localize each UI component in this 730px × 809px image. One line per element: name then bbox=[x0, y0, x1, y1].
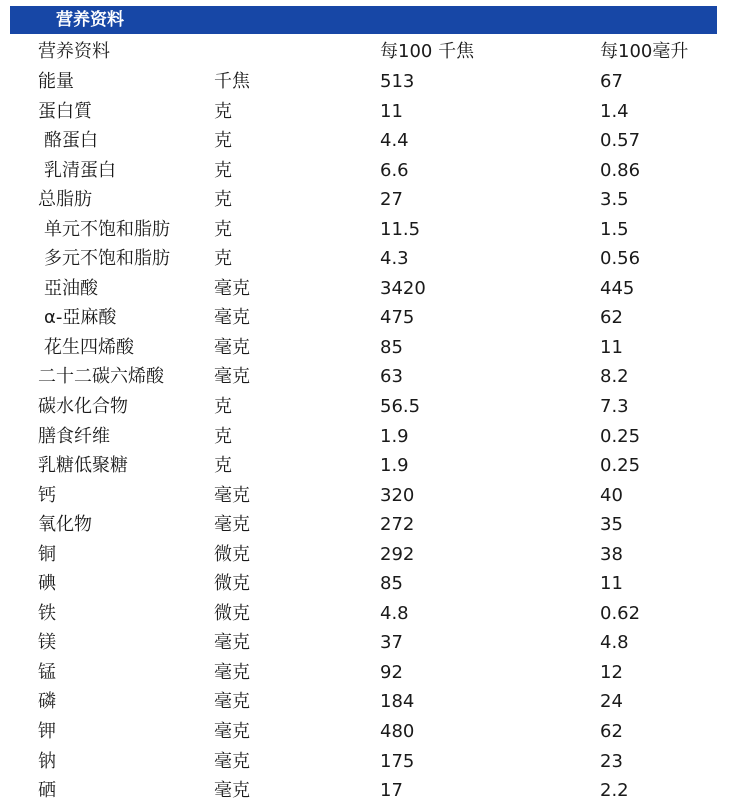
row-name: 乳糖低聚糖 bbox=[38, 455, 128, 477]
row-name: 硒 bbox=[38, 780, 56, 802]
row-per100kj: 272 bbox=[380, 514, 415, 536]
row-unit: 克 bbox=[214, 455, 232, 477]
row-name: 乳清蛋白 bbox=[44, 159, 116, 181]
row-per100ml: 40 bbox=[600, 484, 623, 506]
table-row bbox=[0, 599, 730, 629]
row-unit: 毫克 bbox=[214, 750, 250, 772]
row-per100kj: 85 bbox=[380, 336, 403, 358]
table-row bbox=[0, 67, 730, 97]
row-unit: 毫克 bbox=[214, 366, 250, 388]
row-per100ml: 67 bbox=[600, 71, 623, 92]
row-name: 铁 bbox=[38, 602, 56, 624]
row-per100kj: 292 bbox=[380, 543, 415, 565]
table-row bbox=[0, 569, 730, 599]
table-row bbox=[0, 658, 730, 688]
nutrition-table bbox=[0, 37, 730, 806]
table-row bbox=[0, 244, 730, 274]
row-unit: 千焦 bbox=[214, 71, 250, 92]
header-per100kj: 每100 千焦 bbox=[380, 41, 475, 62]
table-row bbox=[0, 451, 730, 481]
row-unit: 毫克 bbox=[214, 336, 250, 358]
row-per100ml: 62 bbox=[600, 307, 623, 329]
row-name: 钠 bbox=[38, 750, 56, 772]
row-per100kj: 17 bbox=[380, 780, 403, 802]
row-name: 钙 bbox=[38, 484, 56, 506]
row-per100kj: 513 bbox=[380, 71, 415, 92]
table-row bbox=[0, 717, 730, 747]
row-name: 氧化物 bbox=[38, 514, 92, 536]
page-title: 营养资料 bbox=[56, 10, 124, 30]
table-row bbox=[0, 185, 730, 215]
table-row bbox=[0, 747, 730, 777]
row-unit: 克 bbox=[214, 425, 232, 447]
table-row bbox=[0, 776, 730, 806]
table-header-row bbox=[0, 37, 730, 67]
row-unit: 毫克 bbox=[214, 661, 250, 683]
row-name: 亞油酸 bbox=[44, 277, 98, 299]
row-per100ml: 1.4 bbox=[600, 100, 629, 122]
row-per100kj: 184 bbox=[380, 691, 415, 713]
row-unit: 微克 bbox=[214, 602, 250, 624]
row-per100kj: 4.3 bbox=[380, 248, 409, 270]
table-row bbox=[0, 215, 730, 245]
row-unit: 微克 bbox=[214, 573, 250, 595]
table-row bbox=[0, 303, 730, 333]
row-name: 铜 bbox=[38, 543, 56, 565]
row-unit: 克 bbox=[214, 396, 232, 418]
row-name: 酪蛋白 bbox=[44, 130, 98, 152]
row-per100ml: 4.8 bbox=[600, 632, 629, 654]
row-per100kj: 475 bbox=[380, 307, 415, 329]
row-unit: 克 bbox=[214, 100, 232, 122]
row-per100kj: 11 bbox=[380, 100, 403, 122]
table-row bbox=[0, 156, 730, 186]
row-unit: 毫克 bbox=[214, 721, 250, 743]
row-per100kj: 56.5 bbox=[380, 396, 421, 418]
row-name: 总脂肪 bbox=[38, 189, 92, 211]
table-row bbox=[0, 97, 730, 127]
header-per100ml: 每100毫升 bbox=[600, 41, 689, 62]
row-name: 膳食纤维 bbox=[38, 425, 110, 447]
row-per100ml: 12 bbox=[600, 661, 623, 683]
table-row bbox=[0, 481, 730, 511]
row-per100ml: 0.56 bbox=[600, 248, 641, 270]
row-name: 二十二碳六烯酸 bbox=[38, 366, 164, 388]
table-row bbox=[0, 274, 730, 304]
row-unit: 克 bbox=[214, 130, 232, 152]
row-unit: 毫克 bbox=[214, 484, 250, 506]
row-unit: 毫克 bbox=[214, 632, 250, 654]
table-row bbox=[0, 540, 730, 570]
table-row bbox=[0, 392, 730, 422]
row-per100kj: 11.5 bbox=[380, 218, 421, 240]
row-name: 单元不饱和脂肪 bbox=[44, 218, 170, 240]
row-per100kj: 37 bbox=[380, 632, 403, 654]
row-unit: 毫克 bbox=[214, 277, 250, 299]
row-per100kj: 6.6 bbox=[380, 159, 409, 181]
table-row bbox=[0, 422, 730, 452]
row-per100ml: 24 bbox=[600, 691, 623, 713]
row-per100kj: 3420 bbox=[380, 277, 426, 299]
title-bar bbox=[10, 6, 717, 34]
row-name: 花生四烯酸 bbox=[44, 336, 134, 358]
row-name: 钾 bbox=[38, 721, 56, 743]
row-per100ml: 0.86 bbox=[600, 159, 641, 181]
table-row bbox=[0, 510, 730, 540]
row-per100ml: 11 bbox=[600, 573, 623, 595]
row-per100kj: 92 bbox=[380, 661, 403, 683]
row-per100kj: 63 bbox=[380, 366, 403, 388]
row-per100kj: 1.9 bbox=[380, 455, 409, 477]
row-per100ml: 35 bbox=[600, 514, 623, 536]
row-per100ml: 445 bbox=[600, 277, 635, 299]
row-per100ml: 0.25 bbox=[600, 425, 641, 447]
row-name: 多元不饱和脂肪 bbox=[44, 248, 170, 270]
row-unit: 毫克 bbox=[214, 780, 250, 802]
row-per100kj: 4.4 bbox=[380, 130, 409, 152]
row-per100kj: 320 bbox=[380, 484, 415, 506]
header-name: 营养资料 bbox=[38, 41, 110, 62]
row-per100ml: 11 bbox=[600, 336, 623, 358]
row-name: 能量 bbox=[38, 71, 74, 92]
row-name: 镁 bbox=[38, 632, 56, 654]
row-per100ml: 7.3 bbox=[600, 396, 629, 418]
row-unit: 微克 bbox=[214, 543, 250, 565]
table-row bbox=[0, 126, 730, 156]
row-unit: 毫克 bbox=[214, 514, 250, 536]
row-name: 蛋白質 bbox=[38, 100, 92, 122]
row-unit: 克 bbox=[214, 189, 232, 211]
row-unit: 毫克 bbox=[214, 307, 250, 329]
table-row bbox=[0, 628, 730, 658]
row-name: α-亞麻酸 bbox=[44, 307, 117, 329]
row-name: 锰 bbox=[38, 661, 56, 683]
row-name: 碳水化合物 bbox=[38, 396, 128, 418]
row-per100kj: 4.8 bbox=[380, 602, 409, 624]
table-row bbox=[0, 333, 730, 363]
row-per100ml: 0.25 bbox=[600, 455, 641, 477]
row-per100ml: 23 bbox=[600, 750, 623, 772]
row-unit: 克 bbox=[214, 159, 232, 181]
row-per100ml: 1.5 bbox=[600, 218, 629, 240]
row-name: 磷 bbox=[38, 691, 56, 713]
row-per100ml: 38 bbox=[600, 543, 623, 565]
row-unit: 克 bbox=[214, 218, 232, 240]
row-per100kj: 85 bbox=[380, 573, 403, 595]
row-per100kj: 175 bbox=[380, 750, 415, 772]
row-per100ml: 0.62 bbox=[600, 602, 641, 624]
row-per100kj: 480 bbox=[380, 721, 415, 743]
table-row bbox=[0, 687, 730, 717]
row-per100kj: 1.9 bbox=[380, 425, 409, 447]
row-name: 碘 bbox=[38, 573, 56, 595]
row-per100ml: 2.2 bbox=[600, 780, 629, 802]
row-per100ml: 62 bbox=[600, 721, 623, 743]
row-per100kj: 27 bbox=[380, 189, 403, 211]
row-unit: 克 bbox=[214, 248, 232, 270]
row-unit: 毫克 bbox=[214, 691, 250, 713]
row-per100ml: 8.2 bbox=[600, 366, 629, 388]
table-row bbox=[0, 362, 730, 392]
row-per100ml: 3.5 bbox=[600, 189, 629, 211]
row-per100ml: 0.57 bbox=[600, 130, 641, 152]
